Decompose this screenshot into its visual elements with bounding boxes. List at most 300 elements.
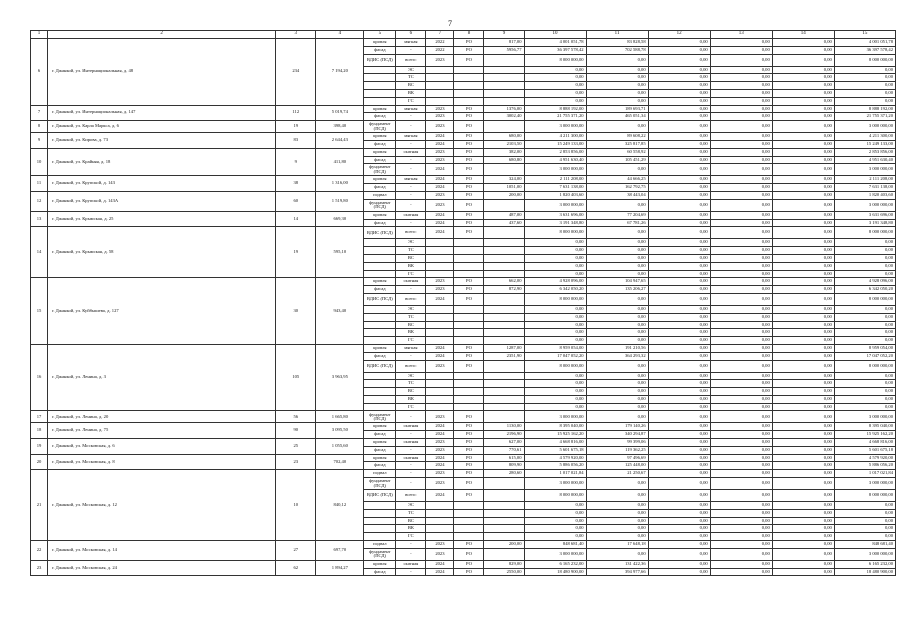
table-cell <box>454 254 484 262</box>
table-row <box>31 211 896 219</box>
table-cell: РО <box>454 156 484 164</box>
table-cell: 162 792,75 <box>586 184 648 192</box>
table-cell: РО <box>454 46 484 54</box>
table-cell: 3 000 000,00 <box>834 411 895 423</box>
table-cell: 2196,90 <box>484 431 524 439</box>
table-cell <box>364 82 396 90</box>
table-cell: 4 579 920,00 <box>834 454 895 462</box>
table-cell: 19 <box>276 121 316 133</box>
table-cell: 394 977,66 <box>586 568 648 576</box>
table-cell: 15 249 133,00 <box>834 140 895 148</box>
table-cell: 4 928 096,00 <box>834 278 895 286</box>
table-cell <box>426 533 454 541</box>
table-cell: 0,00 <box>772 439 834 447</box>
table-cell: 0,00 <box>710 97 772 105</box>
table-cell: фасад <box>364 184 396 192</box>
table-cell: 0,00 <box>772 97 834 105</box>
table-cell <box>364 533 396 541</box>
table-cell: 411,80 <box>316 148 364 176</box>
table-cell: 3 631 696,00 <box>834 211 895 219</box>
table-cell: 2 111 208,00 <box>524 176 586 184</box>
table-cell: 0,00 <box>772 156 834 164</box>
table-cell: 0,00 <box>524 239 586 247</box>
table-cell: 1 665,80 <box>316 411 364 423</box>
table-cell: 2024 <box>426 431 454 439</box>
table-cell: 0,00 <box>586 411 648 423</box>
table-cell: 38 <box>276 176 316 192</box>
table-cell: 1130,00 <box>484 423 524 431</box>
table-cell: 0,00 <box>524 525 586 533</box>
table-cell: 0,00 <box>524 254 586 262</box>
table-cell: РО <box>454 490 484 502</box>
table-cell: 4 001 051,78 <box>834 39 895 47</box>
table-cell: РО <box>454 199 484 211</box>
table-cell: 3 631 696,00 <box>524 211 586 219</box>
table-row <box>31 454 896 462</box>
table-cell: 0,00 <box>648 148 710 156</box>
table-cell: 0,00 <box>772 509 834 517</box>
table-cell: 4 668 816,00 <box>834 439 895 447</box>
table-cell: кровля <box>364 176 396 184</box>
table-cell <box>484 97 524 105</box>
table-cell <box>484 411 524 423</box>
table-cell <box>426 82 454 90</box>
table-cell <box>364 239 396 247</box>
table-cell: 0,00 <box>586 388 648 396</box>
table-cell <box>364 254 396 262</box>
table-cell: 3 000 000,00 <box>524 478 586 490</box>
table-cell: 0,00 <box>710 184 772 192</box>
table-cell: 0,00 <box>648 509 710 517</box>
table-cell: 2023 <box>426 113 454 121</box>
table-cell: 125 448,00 <box>586 462 648 470</box>
table-cell: 18 480 900,00 <box>834 568 895 576</box>
table-cell: 0,00 <box>524 82 586 90</box>
table-cell: РО <box>454 211 484 219</box>
table-cell: 0,00 <box>648 39 710 47</box>
table-cell: кровля <box>364 278 396 286</box>
table-cell: РО <box>454 278 484 286</box>
table-row <box>31 191 896 199</box>
table-cell: 0,00 <box>834 305 895 313</box>
table-cell: 3 963,95 <box>316 344 364 411</box>
table-cell: 0,00 <box>772 321 834 329</box>
table-cell: - <box>396 164 426 176</box>
table-cell: 280,60 <box>484 470 524 478</box>
table-cell: РО <box>454 54 484 66</box>
table-cell: 0,00 <box>648 352 710 360</box>
table-cell: 0,00 <box>524 66 586 74</box>
table-cell: 7 631 138,00 <box>524 184 586 192</box>
table-cell: 0,00 <box>834 329 895 337</box>
table-row <box>31 423 896 431</box>
table-cell <box>426 247 454 255</box>
table-cell: 23 <box>31 560 48 576</box>
table-cell: 0,00 <box>524 502 586 510</box>
table-cell <box>426 329 454 337</box>
table-cell: скатная <box>396 439 426 447</box>
table-cell: ТС <box>396 247 426 255</box>
table-cell: 0,00 <box>586 403 648 411</box>
table-cell: 437,60 <box>484 219 524 227</box>
table-cell: 680,00 <box>484 133 524 141</box>
table-cell: 5956,77 <box>484 46 524 54</box>
table-cell: 0,00 <box>710 403 772 411</box>
table-cell <box>484 337 524 345</box>
table-cell: 8 000 000,00 <box>834 54 895 66</box>
table-cell: 0,00 <box>586 525 648 533</box>
table-cell: 14 <box>276 211 316 227</box>
table-cell: - <box>396 199 426 211</box>
table-cell: 8 395 040,00 <box>524 423 586 431</box>
table-cell: 3 000 000,00 <box>524 411 586 423</box>
address-cell: г. Джанкой, ул. Московская, д. 6 <box>48 439 276 455</box>
table-cell: 0,00 <box>710 462 772 470</box>
table-cell: 0,00 <box>524 321 586 329</box>
table-cell: 2023 <box>426 439 454 447</box>
table-cell: 0,00 <box>586 74 648 82</box>
table-cell: 7 194,20 <box>316 39 364 106</box>
table-cell <box>426 313 454 321</box>
table-cell: 19 <box>276 227 316 278</box>
table-cell: 4 001 051,78 <box>524 39 586 47</box>
table-row <box>31 344 896 352</box>
table-cell: 0,00 <box>710 470 772 478</box>
table-cell: 0,00 <box>772 46 834 54</box>
table-cell: 16 <box>31 344 48 411</box>
address-cell: г. Джанкой, ул. Кирова, д. 73 <box>48 133 276 149</box>
table-cell: 0,00 <box>524 337 586 345</box>
column-header: 7 <box>426 31 454 39</box>
table-cell: 0,00 <box>710 66 772 74</box>
table-cell: 6 165 232,00 <box>834 560 895 568</box>
table-cell: - <box>396 568 426 576</box>
table-cell <box>426 380 454 388</box>
table-cell: ЭС <box>396 239 426 247</box>
table-cell <box>484 360 524 372</box>
table-cell <box>484 372 524 380</box>
table-cell: РО <box>454 541 484 549</box>
table-cell <box>454 395 484 403</box>
table-cell: 1 017 021,84 <box>834 470 895 478</box>
table-cell: 0,00 <box>524 329 586 337</box>
table-cell: 0,00 <box>586 293 648 305</box>
table-cell: 0,00 <box>834 97 895 105</box>
table-cell: 17 <box>31 411 48 423</box>
table-cell: 680,80 <box>484 156 524 164</box>
repair-schedule-table <box>30 30 896 576</box>
table-cell: 0,00 <box>648 337 710 345</box>
column-header: 1 <box>31 31 48 39</box>
table-cell: мягкая <box>396 39 426 47</box>
table-cell: 0,00 <box>710 164 772 176</box>
table-cell: 8 000 000,00 <box>834 360 895 372</box>
table-cell: 0,00 <box>772 74 834 82</box>
table-cell: 0,00 <box>772 219 834 227</box>
table-cell: 2022 <box>426 39 454 47</box>
table-cell <box>426 270 454 278</box>
table-cell: 0,00 <box>710 321 772 329</box>
table-cell <box>364 97 396 105</box>
table-cell: 0,00 <box>772 293 834 305</box>
table-cell: 0,00 <box>834 533 895 541</box>
table-cell: 0,00 <box>648 403 710 411</box>
table-cell: 8 888 192,00 <box>834 105 895 113</box>
table-cell: 0,00 <box>772 89 834 97</box>
table-cell <box>484 509 524 517</box>
table-cell <box>454 329 484 337</box>
table-cell: ЭС <box>396 305 426 313</box>
table-cell: 0,00 <box>710 517 772 525</box>
table-cell: мягкая <box>396 133 426 141</box>
table-cell: 3 000 000,00 <box>834 199 895 211</box>
table-cell <box>454 403 484 411</box>
table-cell: 8 959 054,00 <box>834 344 895 352</box>
table-row <box>31 541 896 549</box>
table-cell <box>454 270 484 278</box>
table-cell <box>364 525 396 533</box>
table-cell: 89 608,22 <box>586 133 648 141</box>
table-cell: фасад <box>364 446 396 454</box>
table-cell: 4 951 630,40 <box>834 156 895 164</box>
table-cell: 2023 <box>426 199 454 211</box>
table-cell <box>426 388 454 396</box>
table-cell: 0,00 <box>710 380 772 388</box>
table-cell: 0,00 <box>772 305 834 313</box>
table-cell: 7 <box>31 105 48 121</box>
table-cell: 0,00 <box>710 148 772 156</box>
table-cell: 615,00 <box>484 454 524 462</box>
table-cell: - <box>396 478 426 490</box>
table-cell: ВДИС (ПСД) <box>364 293 396 305</box>
table-cell: - <box>396 462 426 470</box>
table-cell: РО <box>454 360 484 372</box>
table-cell: 0,00 <box>772 66 834 74</box>
table-cell <box>454 82 484 90</box>
table-cell: 840,12 <box>316 470 364 541</box>
table-cell: 7 631 138,00 <box>834 184 895 192</box>
table-cell: 0,00 <box>648 395 710 403</box>
table-cell: 0,00 <box>648 525 710 533</box>
address-cell: г. Джанкой, ул. Интернациональная, д. 48 <box>48 39 276 106</box>
table-cell: 0,00 <box>586 337 648 345</box>
table-cell: 0,00 <box>648 462 710 470</box>
table-cell: 2024 <box>426 140 454 148</box>
table-cell: 27 <box>276 541 316 561</box>
table-cell <box>484 533 524 541</box>
table-cell <box>454 502 484 510</box>
table-cell: 0,00 <box>586 227 648 239</box>
table-cell: 0,00 <box>834 262 895 270</box>
table-cell: 0,00 <box>648 254 710 262</box>
table-cell <box>484 254 524 262</box>
table-cell: - <box>396 121 426 133</box>
table-cell: 0,00 <box>586 517 648 525</box>
table-cell: 0,00 <box>524 380 586 388</box>
table-cell: 0,00 <box>834 509 895 517</box>
table-cell <box>454 74 484 82</box>
table-cell: 0,00 <box>772 411 834 423</box>
table-cell: 0,00 <box>586 490 648 502</box>
table-cell: 0,00 <box>834 502 895 510</box>
table-cell: 8 888 192,00 <box>524 105 586 113</box>
table-cell <box>426 517 454 525</box>
table-cell: 627,00 <box>484 439 524 447</box>
table-row <box>31 39 896 47</box>
table-cell: 2023 <box>426 278 454 286</box>
column-header: 11 <box>586 31 648 39</box>
table-cell: 0,00 <box>648 286 710 294</box>
table-cell: 0,00 <box>524 262 586 270</box>
table-cell: 0,00 <box>648 344 710 352</box>
table-cell <box>454 247 484 255</box>
table-cell: 0,00 <box>586 66 648 74</box>
table-cell: кровля <box>364 454 396 462</box>
table-cell: 8 <box>31 121 48 133</box>
table-cell: 90 <box>276 423 316 439</box>
table-cell: 8 395 040,00 <box>834 423 895 431</box>
table-cell: 2351,90 <box>484 352 524 360</box>
table-cell: 0,00 <box>710 156 772 164</box>
table-cell: 0,00 <box>772 176 834 184</box>
table-cell: 3 000 000,00 <box>524 164 586 176</box>
table-cell: 2 853 856,00 <box>524 148 586 156</box>
table-cell: 17 047 052,20 <box>524 352 586 360</box>
table-cell: - <box>396 113 426 121</box>
table-cell <box>454 380 484 388</box>
table-cell <box>484 270 524 278</box>
table-cell: фундамент (ПСД) <box>364 164 396 176</box>
table-cell: ЭС <box>396 502 426 510</box>
table-cell: 2024 <box>426 560 454 568</box>
table-cell: 0,00 <box>772 517 834 525</box>
table-cell: 0,00 <box>834 89 895 97</box>
table-cell: 0,00 <box>772 148 834 156</box>
table-cell: 18 480 900,00 <box>524 568 586 576</box>
table-cell: - <box>396 140 426 148</box>
table-cell: 5 886 056,20 <box>524 462 586 470</box>
table-cell: 2 111 208,00 <box>834 176 895 184</box>
table-cell: 20 <box>31 454 48 470</box>
table-cell: всего: <box>396 54 426 66</box>
table-cell: 3002,40 <box>484 113 524 121</box>
table-cell <box>454 313 484 321</box>
table-cell <box>484 54 524 66</box>
table-cell: 112 <box>276 105 316 121</box>
table-cell: РО <box>454 478 484 490</box>
table-cell: 0,00 <box>648 199 710 211</box>
table-cell: 0,00 <box>710 478 772 490</box>
table-cell: 0,00 <box>524 89 586 97</box>
address-cell: г. Джанкой, ул. Московская, д. 24 <box>48 560 276 576</box>
table-cell: 3 191 348,80 <box>834 219 895 227</box>
table-cell: ЭС <box>396 372 426 380</box>
table-cell: 0,00 <box>648 54 710 66</box>
table-cell: 0,00 <box>772 525 834 533</box>
table-cell: 0,00 <box>834 372 895 380</box>
column-header: 9 <box>484 31 524 39</box>
table-cell: - <box>396 46 426 54</box>
table-cell: 2024 <box>426 462 454 470</box>
table-cell <box>426 337 454 345</box>
table-cell: 0,00 <box>772 254 834 262</box>
table-cell: 0,00 <box>524 313 586 321</box>
table-cell: 0,00 <box>834 254 895 262</box>
table-cell: РО <box>454 191 484 199</box>
table-cell: 2023 <box>426 286 454 294</box>
table-cell: 0,00 <box>772 121 834 133</box>
table-cell: РО <box>454 184 484 192</box>
table-cell <box>454 517 484 525</box>
table-cell: 0,00 <box>710 219 772 227</box>
table-cell: 105 451,29 <box>586 156 648 164</box>
table-cell: 2024 <box>426 219 454 227</box>
table-cell: 0,00 <box>772 533 834 541</box>
table-cell: 487,00 <box>484 211 524 219</box>
table-cell: 1 017 021,84 <box>524 470 586 478</box>
table-row <box>31 439 896 447</box>
table-cell: 0,00 <box>772 352 834 360</box>
table-cell <box>364 502 396 510</box>
table-cell: РО <box>454 423 484 431</box>
table-cell: 8 000 000,00 <box>524 54 586 66</box>
table-cell: 0,00 <box>834 337 895 345</box>
table-cell: 8 959 054,00 <box>524 344 586 352</box>
table-cell: 2023 <box>426 121 454 133</box>
table-cell: 11 <box>31 176 48 192</box>
table-cell: 0,00 <box>772 423 834 431</box>
table-cell <box>484 247 524 255</box>
table-cell: 0,00 <box>710 372 772 380</box>
table-cell: 702 588,78 <box>586 46 648 54</box>
table-cell: 669,30 <box>316 211 364 227</box>
table-cell: 0,00 <box>772 462 834 470</box>
table-cell: 0,00 <box>648 82 710 90</box>
table-cell: 0,00 <box>648 184 710 192</box>
table-cell: РО <box>454 548 484 560</box>
table-cell: мягкая <box>396 344 426 352</box>
table-cell: фундамент (ПСД) <box>364 478 396 490</box>
table-cell: 0,00 <box>648 560 710 568</box>
table-cell: 0,00 <box>710 439 772 447</box>
table-cell: 0,00 <box>710 262 772 270</box>
table-cell: 2103,50 <box>484 140 524 148</box>
table-cell: 0,00 <box>648 502 710 510</box>
table-cell: 0,00 <box>710 113 772 121</box>
table-cell: кровля <box>364 133 396 141</box>
table-cell: 5 886 056,20 <box>834 462 895 470</box>
table-cell: 1 519,80 <box>316 191 364 211</box>
table-row <box>31 133 896 141</box>
table-cell: 2024 <box>426 164 454 176</box>
table-cell: ВК <box>396 395 426 403</box>
table-cell: 97 496,69 <box>586 454 648 462</box>
table-cell <box>364 380 396 388</box>
table-cell: фундамент (ПСД) <box>364 199 396 211</box>
table-cell: подвал <box>364 191 396 199</box>
table-cell: РО <box>454 293 484 305</box>
table-cell: 25 <box>276 439 316 455</box>
table-cell: 0,00 <box>648 568 710 576</box>
table-cell: 0,00 <box>834 270 895 278</box>
table-cell: 0,00 <box>834 525 895 533</box>
table-cell <box>426 372 454 380</box>
table-cell: 10 <box>276 470 316 541</box>
column-header: 13 <box>710 31 772 39</box>
table-cell: скатная <box>396 148 426 156</box>
table-cell: ВК <box>396 329 426 337</box>
table-cell: 0,00 <box>710 395 772 403</box>
